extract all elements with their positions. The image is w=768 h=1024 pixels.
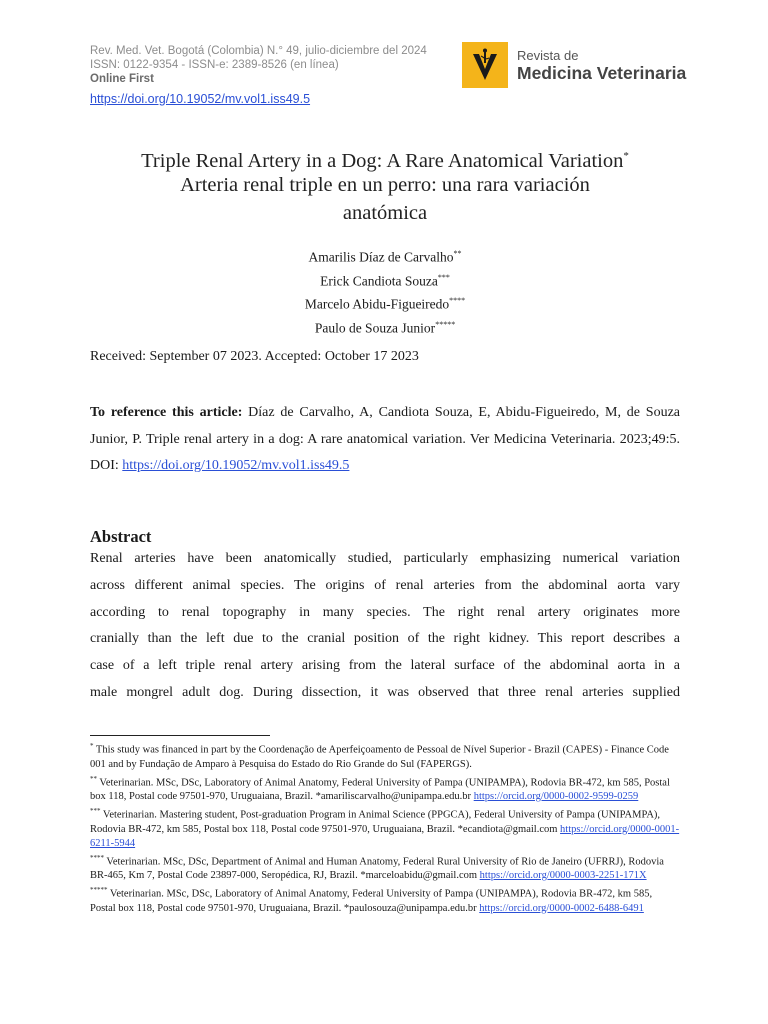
orcid-link[interactable]: https://orcid.org/0000-0003-2251-171X xyxy=(479,870,647,881)
received-accepted-dates: Received: September 07 2023. Accepted: October 17 2023 xyxy=(90,349,419,364)
footnote-item: **** Veterinarian. MSc, DSc, Department of Animal and Human Anatomy, Federal Rural University of Rio de Janeiro (UFRRJ), Rodovia BR-465, Km 7, Postal Code 23897-000, Seropédica, RJ, Brazil. *marceloabidu@gmail.com https://orcid.org/0000-0003-2251-171X xyxy=(90,853,664,881)
caduceus-v-icon xyxy=(462,42,508,88)
author-list xyxy=(90,244,680,338)
footnote-separator xyxy=(90,735,270,736)
issn-line: ISSN: 0122-9354 - ISSN-e: 2389-8526 (en línea) xyxy=(90,59,339,71)
footnote-item: ** Veterinarian. MSc, DSc, Laboratory of Animal Anatomy, Federal University of Pampa (UNIPAMPA), Rodovia BR-472, km 585, Postal box 118, Postal code 97501-970, Uruguaiana, Brazil. *amariliscarvalho@unipampa.edu.br https://orcid.org/0000-0002-9599-0259 xyxy=(90,774,670,802)
header-doi-link[interactable]: https://doi.org/10.19052/mv.vol1.iss49.5 xyxy=(90,92,311,106)
logo-text-line2: Medicina Veterinaria xyxy=(517,62,687,83)
citation-text: Díaz de Carvalho, A, Candiota Souza, E, Abidu-Figueiredo, M, de Souza Junior, P. Triple renal artery in a dog: A rare anatomical variation. Ver Medicina Veterinaria. 2023;49:5. DOI: xyxy=(90,405,680,473)
citation-doi-link[interactable]: https://doi.org/10.19052/mv.vol1.iss49.5 xyxy=(122,458,350,473)
abstract-line: according to renal topography in many species. The right renal artery originates more xyxy=(90,604,680,620)
journal-logo xyxy=(462,42,686,88)
abstract-body xyxy=(90,546,680,707)
footnotes xyxy=(90,739,680,916)
article-title-spanish-line2: anatómica xyxy=(342,202,428,224)
orcid-link[interactable]: https://orcid.org/0000-0001-6211-5944 xyxy=(90,823,680,849)
author-item: Marcelo Abidu-Figueiredo**** xyxy=(304,296,466,312)
article-title-spanish-line1: Arteria renal triple en un perro: una rara variación xyxy=(180,174,590,196)
online-first-label: Online First xyxy=(90,73,154,85)
orcid-link[interactable]: https://orcid.org/0000-0002-9599-0259 xyxy=(473,791,639,802)
abstract-line: male mongrel adult dog. During dissection, it was observed that three renal arteries supplied xyxy=(90,684,680,700)
orcid-link[interactable]: https://orcid.org/0000-0002-6488-6491 xyxy=(479,902,644,914)
logo-text-line1: Revista de xyxy=(517,47,579,63)
article-title-english xyxy=(90,143,680,174)
abstract-line: across different animal species. The origins of renal arteries from the abdominal aorta vary xyxy=(90,577,680,593)
footnote-item: * This study was financed in part by the Coordenação de Aperfeiçoamento de Pessoal de Nível Superior - Brazil (CAPES) - Finance Code 001 and by Fundação de Amparo à Pesquisa do Estado do Rio Grande do Sul (FAPERGS). xyxy=(90,742,669,770)
abstract-line: case of a left triple renal artery arising from the lateral surface of the abdominal aorta in a xyxy=(90,658,680,674)
author-item: Amarilis Díaz de Carvalho** xyxy=(308,249,462,265)
footnote-item: *** Veterinarian. Mastering student, Post-graduation Program in Animal Science (PPGCA), Federal University of Pampa (UNIPAMPA), Rodovia BR-472, km 585, Postal box 118, Postal code 97501-970, Uruguaiana, Brazil. *ecandiota@gmail.com https://orcid.org/0000-0001-6211-5944 xyxy=(90,807,680,849)
title-footnote-mark: * xyxy=(623,150,629,162)
citation-label: To reference this article: xyxy=(90,405,243,420)
author-item: Erick Candiota Souza*** xyxy=(320,272,450,288)
abstract-heading: Abstract xyxy=(90,527,152,546)
citation-paragraph xyxy=(90,400,680,480)
journal-citation-line: Rev. Med. Vet. Bogotá (Colombia) N.° 49, julio-diciembre del 2024 xyxy=(90,45,427,57)
abstract-line: Renal arteries have been anatomically studied, particularly emphasizing numerical variation xyxy=(90,551,680,566)
title-text: Triple Renal Artery in a Dog: A Rare Anatomical Variation xyxy=(141,149,624,172)
footnote-item: ***** Veterinarian. MSc, DSc, Laboratory of Animal Anatomy, Federal University of Pampa (UNIPAMPA), Rodovia BR-472, km 585, Postal box 118, Postal code 97501-970, Uruguaiana, Brazil. *paulosouza@unipampa.edu.br https://orcid.org/0000-0002-6488-6491 xyxy=(90,886,653,914)
abstract-line: cranially than the left due to the cranial position of the right kidney. This report describes a xyxy=(90,631,680,647)
author-item: Paulo de Souza Junior***** xyxy=(314,319,456,335)
journal-header xyxy=(90,44,427,86)
